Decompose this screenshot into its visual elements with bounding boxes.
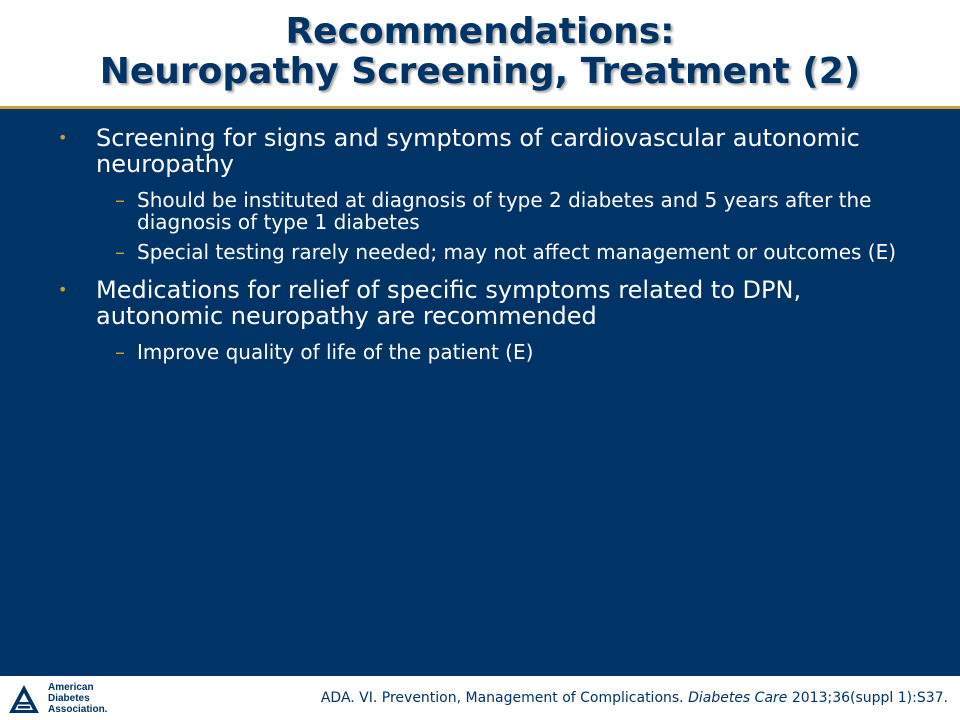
sub-bullet-dash-icon: – xyxy=(115,188,125,212)
sub-bullet-item xyxy=(115,240,900,264)
sub-bullet-dash-icon: – xyxy=(115,240,125,264)
citation-prefix: ADA. VI. Prevention, Management of Complications. xyxy=(320,690,689,706)
citation-journal: Diabetes Care xyxy=(688,690,788,706)
bullet-item xyxy=(58,276,900,330)
sub-bullet-text: Should be instituted at diagnosis of type 2 diabetes and 5 years after the diagnosis of type 1 diabetes xyxy=(137,188,872,234)
logo-line-2: Diabetes xyxy=(48,693,90,704)
logo-wordmark xyxy=(48,682,107,715)
ada-triangle-logo-icon xyxy=(8,684,40,714)
citation xyxy=(321,688,948,708)
citation-suffix: 2013;36(suppl 1):S37. xyxy=(787,690,948,706)
slide-title-line-2: Neuropathy Screening, Treatment (2) xyxy=(99,51,861,92)
bullet-dot-icon: • xyxy=(58,280,68,299)
slide-header xyxy=(0,0,960,109)
sub-bullet-text: Improve quality of life of the patient (E) xyxy=(137,340,534,364)
ada-logo xyxy=(8,682,118,716)
slide-title-line-1: Recommendations: xyxy=(285,11,675,52)
slide-content xyxy=(0,125,960,371)
sub-bullet-text: Special testing rarely needed; may not affect management or outcomes (E) xyxy=(137,240,897,264)
bullet-dot-icon: • xyxy=(58,128,68,147)
sub-bullet-dash-icon: – xyxy=(115,340,125,364)
sub-bullet-item xyxy=(115,340,900,364)
logo-line-1: American xyxy=(48,682,94,693)
sub-bullet-item xyxy=(115,188,900,234)
slide-footer xyxy=(0,676,960,720)
bullet-item xyxy=(58,124,900,178)
logo-line-3: Association. xyxy=(48,704,108,715)
bullet-text: Medications for relief of specific symptoms related to DPN, autonomic neuropathy are recommended xyxy=(96,276,802,330)
bullet-text: Screening for signs and symptoms of cardiovascular autonomic neuropathy xyxy=(96,124,860,178)
